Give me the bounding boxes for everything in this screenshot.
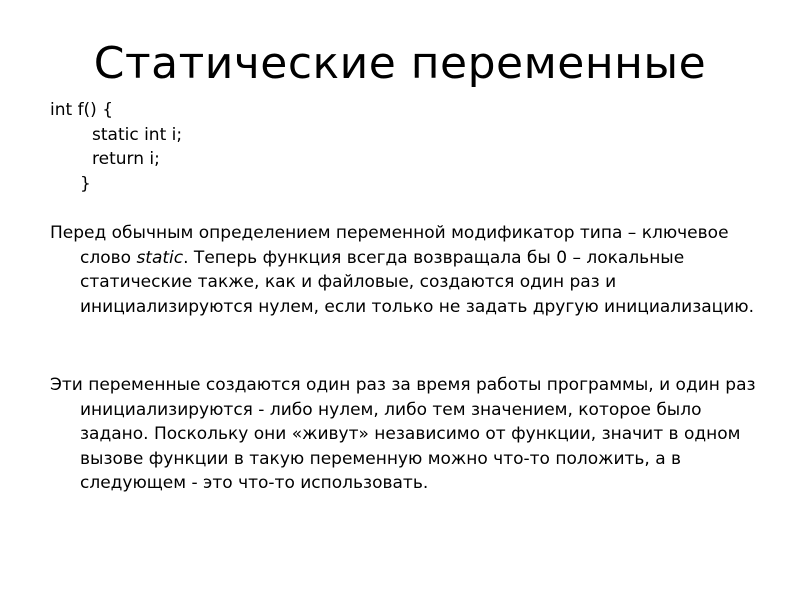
code-line-closing-brace: }	[80, 173, 91, 194]
code-line-return: return i;	[92, 149, 160, 169]
code-line-declaration: static int i;	[92, 124, 183, 145]
paragraph-lifetime: Эти переменные создаются один раз за время работы программы, и один раз инициализируются - либо нулем, либо тем значением, которое было задано. Поскольку они «живут» независимо от функции, значит в одном вызове функции в такую переменную можно что-то положить, а в следующем - это что-то использовать.	[50, 375, 756, 493]
paragraph-static-modifier	[50, 221, 762, 319]
code-line-signature: int f() {	[50, 100, 114, 120]
code-block	[50, 98, 762, 196]
paragraph-static-modifier-text-before: Перед обычным определением переменной модификатор типа – ключевое слово	[50, 223, 729, 268]
slide-title: Статические переменные	[93, 38, 707, 89]
static-keyword: static	[136, 247, 184, 268]
paragraph-static-modifier-text-after: . Теперь функция всегда возвращала бы 0 – локальные статические также, как и файловые, создаются один раз и инициализируются нулем, если только не задать другую инициализацию.	[80, 247, 755, 317]
